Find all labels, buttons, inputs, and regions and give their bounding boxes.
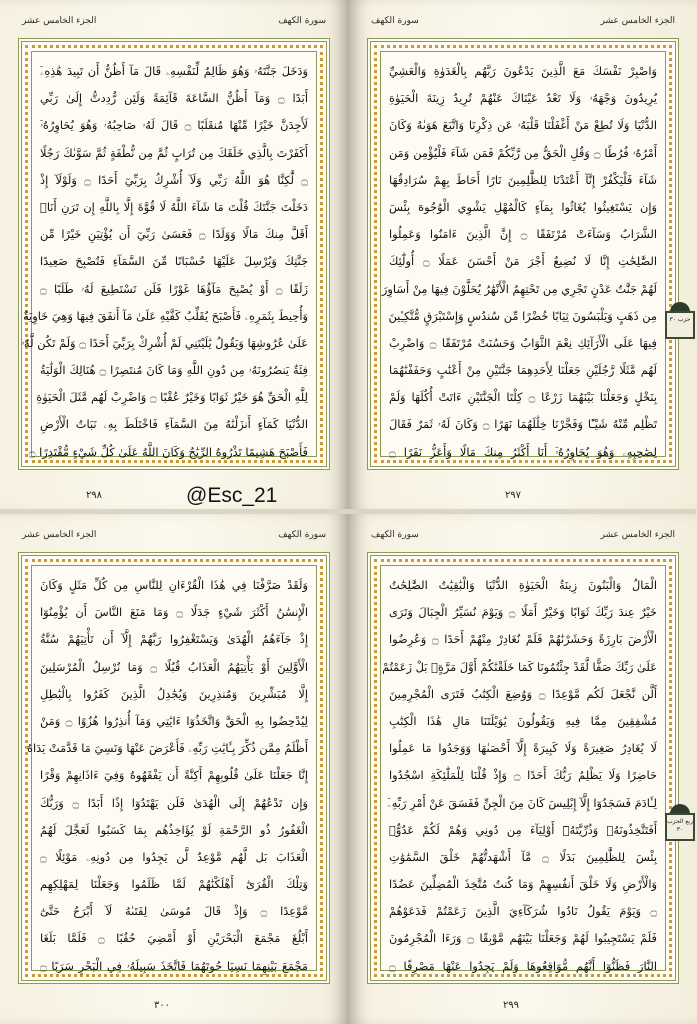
verse-line: بِئْسَ لِلظَّٰلِمِينَ بَدَلًا ۝ مَّآ أَشْهَدتُّهُمْ خَلْقَ السَّمَٰوَٰتِ: [389, 849, 658, 864]
verse-line: وَتِلْكَ الْقُرَىٰٓ أَهْلَكْنَٰهُمْ لَمَّا ظَلَمُوا وَجَعَلْنَا لِمَهْلِكِهِم: [40, 877, 308, 892]
verse-line: الْإِنسَٰنُ أَكْثَرَ شَيْءٍ جَدَلًا ۝ وَمَا مَنَعَ النَّاسَ أَن يُؤْمِنُوٓا: [40, 605, 308, 620]
verse-line: حَاضِرًا وَلَا يَظْلِمُ رَبُّكَ أَحَدًا ۝ وَإِذْ قُلْنَا لِلْمَلَٰٓئِكَةِ اسْجُدُوا: [389, 768, 657, 783]
verse-line: أَكَفَرْتَ بِالَّذِي خَلَقَكَ مِن تُرَابٍ ثُمَّ مِن نُّطْفَةٍ ثُمَّ سَوَّىٰكَ رَجُلًا: [40, 145, 308, 160]
verse-line: جَنَّتِكَ وَيُرْسِلَ عَلَيْهَا حُسْبَانًا مِّنَ السَّمَآءِ فَتُصْبِحَ صَعِيدًا: [40, 254, 308, 269]
page-number: ٣٠٠: [153, 1000, 171, 1011]
juz-label: الجزء الخامس عشر: [22, 530, 97, 540]
verse-line: أَبَدًا ۝ وَمَآ أَظُنُّ السَّاعَةَ قَآئِمَةً وَلَئِن رُّدِدتُّ إِلَىٰ رَبِّي: [40, 91, 308, 106]
verse-line: فَلَمْ يَسْتَجِيبُوا لَهُمْ وَجَعَلْنَا بَيْنَهُم مَّوْبِقًا ۝ وَرَءَا الْمُجْرِمُونَ: [389, 931, 657, 946]
surah-label: سورة الكهف: [371, 16, 419, 26]
verse-line: الْغَفُورُ ذُو الرَّحْمَةِ لَوْ يُؤَاخِذُهُم بِمَا كَسَبُوا لَعَجَّلَ لَهُمُ: [40, 822, 308, 837]
verse-line: إِلَّا مُبَشِّرِينَ وَمُنذِرِينَ وَيُجَٰدِلُ الَّذِينَ كَفَرُوا بِالْبَٰطِلِ: [40, 686, 308, 701]
juz-label: الجزء الخامس عشر: [600, 16, 675, 26]
verse-block: [21, 51, 317, 459]
juz-label: الجزء الخامس عشر: [22, 16, 97, 26]
verse-line: لَهُمْ جَنَّٰتُ عَدْنٍ تَجْرِي مِن تَحْتِهِمُ الْأَنْهَٰرُ يُحَلَّوْنَ فِيهَا مِنْ أَسَاوِرَ: [381, 281, 657, 296]
verse-line: وَإِن تَدْعُهُمْ إِلَى الْهُدَىٰ فَلَن يَهْتَدُوٓا إِذًا أَبَدًا ۝ وَرَبُّكَ: [40, 795, 308, 810]
verse-line: لَأَجِدَنَّ خَيْرًا مِّنْهَا مُنقَلَبًا ۝ قَالَ لَهُۥ صَاحِبُهُۥ وَهُوَ يُحَاوِرُهُۥٓ: [40, 118, 308, 133]
verse-line: فِيهَا عَلَى الْأَرَآئِكِ نِعْمَ الثَّوَابُ وَحَسُنَتْ مُرْتَفَقًا ۝ وَاضْرِبْ: [389, 335, 657, 350]
verse-line: عَلَىٰ رَبِّكَ صَفًّا لَّقَدْ جِئْتُمُونَا كَمَا خَلَقْنَٰكُمْ أَوَّلَ مَرَّةٍۭ بَلْ زَعَمْتُمْ: [382, 659, 657, 674]
verse-line: مَّوْعِدًا ۝ وَإِذْ قَالَ مُوسَىٰ لِفَتَىٰهُ لَآ أَبْرَحُ حَتَّىٰٓ: [40, 904, 308, 919]
text-frame: [18, 552, 330, 984]
verse-line: أَلَّن نَّجْعَلَ لَكُم مَّوْعِدًا ۝ وَوُضِعَ الْكِتَٰبُ فَتَرَى الْمُجْرِمِينَ: [389, 686, 657, 701]
verse-line: عَلَىٰ عُرُوشِهَا وَيَقُولُ يَٰلَيْتَنِي لَمْ أُشْرِكْ بِرَبِّيٓ أَحَدًا ۝ وَلَمْ تَكُن لَّهُۥ: [21, 335, 308, 350]
verse-line: أَفَتَتَّخِذُونَهُۥ وَذُرِّيَّتَهُۥٓ أَوْلِيَآءَ مِن دُونِي وَهُمْ لَكُمْ عَدُوٌّۢ: [389, 822, 657, 837]
quarter-hizb-marker-label: ربع الحزب ٣٠: [665, 813, 695, 841]
verse-line: النَّارَ فَظَنُّوٓا أَنَّهُم مُّوَاقِعُوهَا وَلَمْ يَجِدُوا عَنْهَا مَصْرِفًا ۝: [389, 958, 657, 973]
page-300: [0, 514, 348, 1024]
verse-line: الْأَرْضَ بَارِزَةً وَحَشَرْنَٰهُمْ فَلَمْ نُغَادِرْ مِنْهُمْ أَحَدًا ۝ وَعُرِضُوا: [389, 632, 657, 647]
surah-label: سورة الكهف: [278, 16, 326, 26]
page-header: [22, 530, 326, 546]
verse-line: الْأَوَّلِينَ أَوْ يَأْتِيَهُمُ الْعَذَابُ قُبُلًا ۝ وَمَا نُرْسِلُ الْمُرْسَلِينَ: [40, 659, 308, 674]
page-number: ٢٩٩: [502, 1000, 520, 1011]
verse-line: أَبْلُغَ مَجْمَعَ الْبَحْرَيْنِ أَوْ أَمْضِيَ حُقُبًا ۝ فَلَمَّا بَلَغَا: [40, 931, 309, 946]
verse-block: [380, 565, 666, 971]
page-number: ٢٩٨: [85, 490, 103, 501]
page-number: ٢٩٧: [504, 490, 522, 501]
text-frame: [367, 38, 679, 470]
verse-line: وَاصْبِرْ نَفْسَكَ مَعَ الَّذِينَ يَدْعُونَ رَبَّهُم بِالْغَدَوٰةِ وَالْعَشِيِّ: [389, 64, 657, 78]
verse-line: بِنَخْلٍ وَجَعَلْنَا بَيْنَهُمَا زَرْعًا ۝ كِلْتَا الْجَنَّتَيْنِ ءَاتَتْ أُكُلَهَا وَلَمْ: [389, 390, 658, 405]
verse-line: زَلَقًا ۝ أَوْ يُصْبِحَ مَآؤُهَا غَوْرًا فَلَن تَسْتَطِيعَ لَهُۥ طَلَبًا ۝: [40, 281, 308, 296]
juz-label: الجزء الخامس عشر: [600, 530, 675, 540]
verse-line: مِن ذَهَبٍ وَيَلْبَسُونَ ثِيَابًا خُضْرًا مِّن سُندُسٍ وَإِسْتَبْرَقٍ مُّتَّكِـِٔينَ: [388, 308, 657, 323]
verse-line: أَقَلَّ مِنكَ مَالًا وَوَلَدًا ۝ فَعَسَىٰ رَبِّيٓ أَن يُؤْتِيَنِ خَيْرًا مِّن: [40, 227, 308, 242]
page-header: [371, 16, 675, 32]
surah-label: سورة الكهف: [371, 530, 419, 540]
verse-block: [380, 51, 666, 457]
verse-line: ۝ لَّٰكِنَّا هُوَ اللَّهُ رَبِّي وَلَآ أُشْرِكُ بِرَبِّيٓ أَحَدًا ۝ وَلَوْلَآ إِذْ: [40, 172, 308, 187]
verse-line: يُرِيدُونَ وَجْهَهُۥ وَلَا تَعْدُ عَيْنَاكَ عَنْهُمْ تُرِيدُ زِينَةَ الْحَيَوٰةِ: [389, 91, 657, 106]
verse-line: إِنَّا جَعَلْنَا عَلَىٰ قُلُوبِهِمْ أَكِنَّةً أَن يَفْقَهُوهُ وَفِيٓ ءَاذَانِهِمْ وَقْرًا: [40, 768, 308, 783]
book-spine-top: [347, 0, 349, 512]
verse-line: الدُّنْيَا كَمَآءٍ أَنزَلْنَٰهُ مِنَ السَّمَآءِ فَاخْتَلَطَ بِهِۦ نَبَاتُ الْأَرْضِ: [40, 417, 308, 432]
verse-line: أَمْرُهُۥ فُرُطًا ۝ وَقُلِ الْحَقُّ مِن رَّبِّكُمْ فَمَن شَآءَ فَلْيُؤْمِن وَمَن: [389, 145, 657, 160]
verse-line: وَلَقَدْ صَرَّفْنَا فِي هَٰذَا الْقُرْءَانِ لِلنَّاسِ مِن كُلِّ مَثَلٍ وَكَانَ: [40, 578, 308, 592]
hizb-marker-label: حزب ٣٠: [665, 311, 695, 339]
verse-line: فَأَصْبَحَ هَشِيمًا تَذْرُوهُ الرِّيَٰحُ وَكَانَ اللَّهُ عَلَىٰ كُلِّ شَيْءٍ مُّقْتَدِرًا ۝: [28, 444, 308, 459]
verse-line: وَإِن يَسْتَغِيثُوا يُغَاثُوا بِمَآءٍ كَالْمُهْلِ يَشْوِي الْوُجُوهَ بِئْسَ: [389, 199, 657, 214]
page-header: [371, 530, 675, 546]
verse-line: تَظْلِم مِّنْهُ شَيْـًٔا وَفَجَّرْنَا خِلَٰلَهُمَا نَهَرًا ۝ وَكَانَ لَهُۥ ثَمَرٌ فَقَالَ: [389, 417, 657, 432]
verse-line: فِئَةٌ يَنصُرُونَهُۥ مِن دُونِ اللَّهِ وَمَا كَانَ مُنتَصِرًا ۝ هُنَالِكَ الْوَلَٰيَةُ: [40, 363, 308, 378]
verse-line: الْعَذَابَ بَل لَّهُم مَّوْعِدٌ لَّن يَجِدُوا مِن دُونِهِۦ مَوْئِلًا ۝: [40, 849, 308, 864]
verse-line: مُشْفِقِينَ مِمَّا فِيهِ وَيَقُولُونَ يَٰوَيْلَتَنَا مَالِ هَٰذَا الْكِتَٰبِ: [389, 713, 657, 728]
verse-line: الشَّرَابُ وَسَآءَتْ مُرْتَفَقًا ۝ إِنَّ الَّذِينَ ءَامَنُوا وَعَمِلُوا: [389, 227, 657, 242]
quarter-hizb-marker-icon: [665, 804, 695, 844]
verse-line: لَا يُغَادِرُ صَغِيرَةً وَلَا كَبِيرَةً إِلَّآ أَحْصَىٰهَا وَوَجَدُوا مَا عَمِلُوا: [389, 741, 657, 756]
page-297: [349, 0, 697, 512]
verse-line: وَدَخَلَ جَنَّتَهُۥ وَهُوَ ظَالِمٌ لِّنَفْسِهِۦ قَالَ مَآ أَظُنُّ أَن تَبِيدَ هَٰذِهِۦٓ: [40, 64, 308, 78]
verse-line: لَهُم مَّثَلًا رَّجُلَيْنِ جَعَلْنَا لِأَحَدِهِمَا جَنَّتَيْنِ مِنْ أَعْنَٰبٍ وَحَفَفْنَٰهُمَا: [389, 363, 657, 378]
verse-line: الصَّٰلِحَٰتِ إِنَّا لَا نُضِيعُ أَجْرَ مَنْ أَحْسَنَ عَمَلًا ۝ أُولَٰٓئِكَ: [389, 254, 657, 269]
image-divider: [0, 509, 696, 514]
watermark-handle: @Esc_21: [186, 484, 278, 507]
verse-block: [27, 565, 317, 973]
verse-line: دَخَلْتَ جَنَّتَكَ قُلْتَ مَا شَآءَ اللَّهُ لَا قُوَّةَ إِلَّا بِاللَّهِ إِن تَرَنِ أَنَا۠: [40, 199, 308, 214]
verse-line: شَآءَ فَلْيَكْفُرْ إِنَّآ أَعْتَدْنَا لِلظَّٰلِمِينَ نَارًا أَحَاطَ بِهِمْ سُرَادِقُهَا: [389, 172, 657, 187]
verse-line: الْمَالُ وَالْبَنُونَ زِينَةُ الْحَيَوٰةِ الدُّنْيَا وَالْبَٰقِيَٰتُ الصَّٰلِحَٰتُ: [389, 578, 657, 592]
verse-line: الدُّنْيَا وَلَا تُطِعْ مَنْ أَغْفَلْنَا قَلْبَهُۥ عَن ذِكْرِنَا وَاتَّبَعَ هَوَىٰهُ وَكَانَ: [389, 118, 657, 133]
verse-line: لِيُدْحِضُوا بِهِ الْحَقَّ وَاتَّخَذُوٓا ءَايَٰتِي وَمَآ أُنذِرُوا هُزُوًا ۝ وَمَنْ: [40, 713, 308, 728]
verse-line: إِذْ جَآءَهُمُ الْهُدَىٰ وَيَسْتَغْفِرُوا رَبَّهُمْ إِلَّآ أَن تَأْتِيَهُمْ سُنَّةُ: [40, 632, 308, 647]
page-header: [22, 16, 326, 32]
page-298: [0, 0, 348, 512]
verse-line: خَيْرٌ عِندَ رَبِّكَ ثَوَابًا وَخَيْرٌ أَمَلًا ۝ وَيَوْمَ نُسَيِّرُ الْجِبَالَ وَتَرَى: [389, 605, 657, 620]
verse-line: مَجْمَعَ بَيْنِهِمَا نَسِيَا حُوتَهُمَا فَاتَّخَذَ سَبِيلَهُۥ فِي الْبَحْرِ سَرَبًا ۝: [40, 958, 308, 973]
surah-label: سورة الكهف: [278, 530, 326, 540]
verse-line: وَالْأَرْضِ وَلَا خَلْقَ أَنفُسِهِمْ وَمَا كُنتُ مُتَّخِذَ الْمُضِلِّينَ عَضُدًا: [389, 877, 657, 892]
hizb-marker-icon: [665, 302, 695, 342]
verse-line: لِصَٰحِبِهِۦ وَهُوَ يُحَاوِرُهُۥٓ أَنَا أَكْثَرُ مِنكَ مَالًا وَأَعَزُّ نَفَرًا ۝: [389, 444, 657, 459]
verse-line: لِـَٔادَمَ فَسَجَدُوٓا إِلَّآ إِبْلِيسَ كَانَ مِنَ الْجِنِّ فَفَسَقَ عَنْ أَمْرِ رَبِّهِۦٓ: [387, 795, 657, 810]
verse-line: لِلَّهِ الْحَقِّ هُوَ خَيْرٌ ثَوَابًا وَخَيْرٌ عُقْبًا ۝ وَاضْرِبْ لَهُم مَّثَلَ الْحَيَوٰةِ: [36, 390, 308, 405]
book-spine-bottom: [347, 514, 349, 1024]
verse-line: ۝ وَيَوْمَ يَقُولُ نَادُوا شُرَكَآءِيَ الَّذِينَ زَعَمْتُمْ فَدَعَوْهُمْ: [389, 904, 657, 919]
verse-line: أَظْلَمُ مِمَّن ذُكِّرَ بِـَٔايَٰتِ رَبِّهِۦ فَأَعْرَضَ عَنْهَا وَنَسِيَ مَا قَدَّمَتْ يَدَاهُ: [27, 741, 308, 756]
verse-line: وَأُحِيطَ بِثَمَرِهِۦ فَأَصْبَحَ يُقَلِّبُ كَفَّيْهِ عَلَىٰ مَآ أَنفَقَ فِيهَا وَهِيَ خَاوِيَةٌ: [22, 308, 308, 323]
text-frame: [367, 552, 679, 984]
page-299: [349, 514, 697, 1024]
text-frame: [18, 38, 330, 470]
